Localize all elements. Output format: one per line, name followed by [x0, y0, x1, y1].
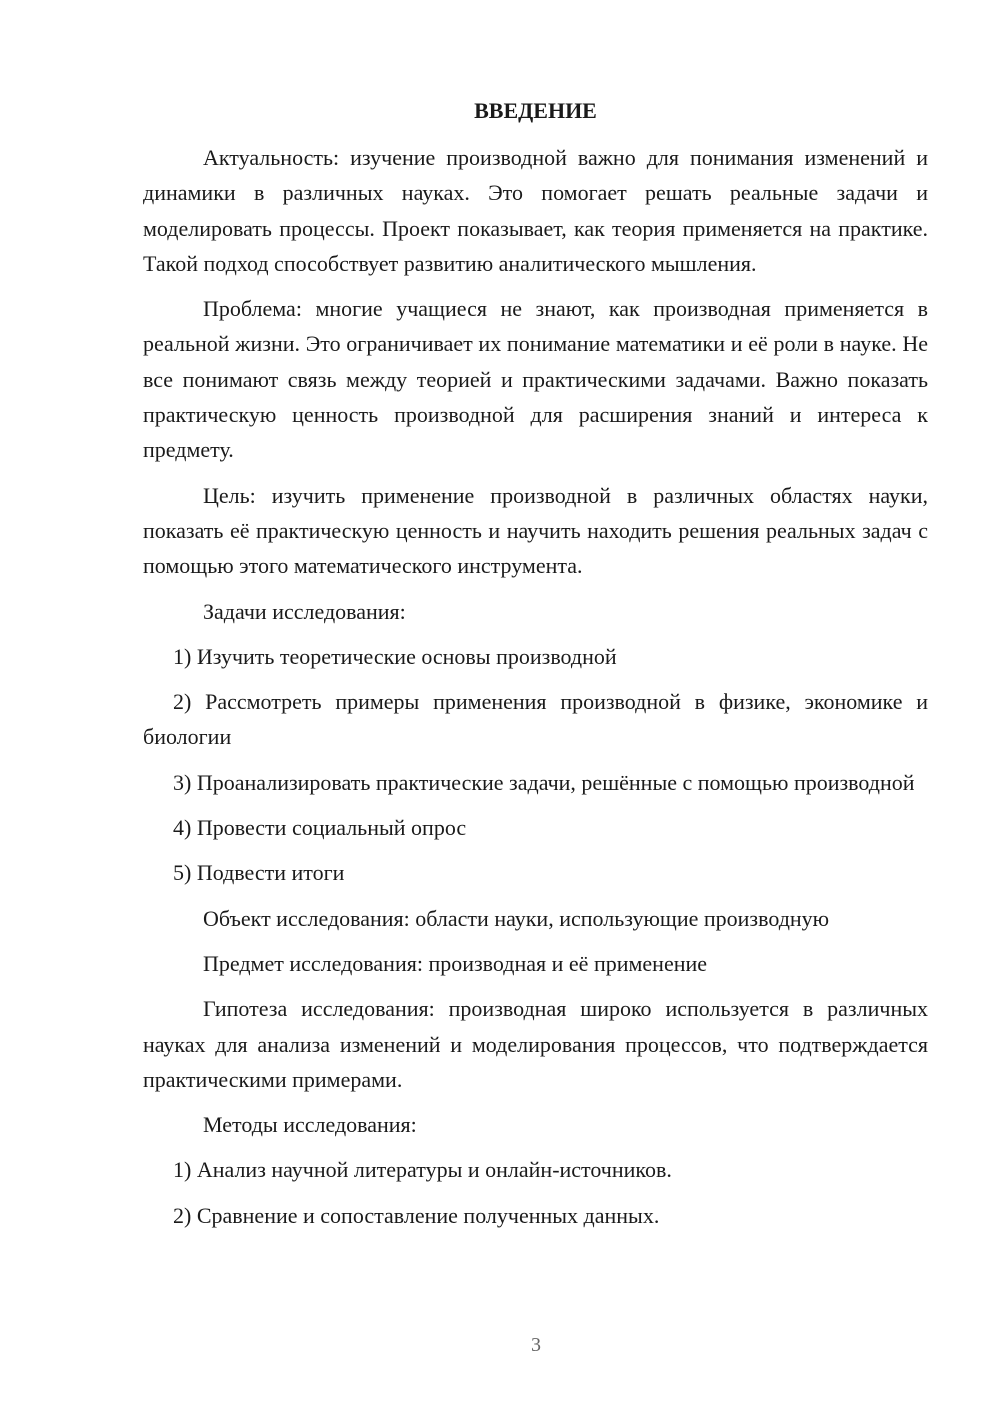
task-item-2: 2) Рассмотреть примеры применения производной в физике, экономике и биологии [143, 689, 928, 750]
tasks-title: Задачи исследования: [203, 598, 406, 624]
task-item-4: 4) Провести социальный опрос [173, 815, 467, 841]
problem-paragraph: Проблема: многие учащиеся не знают, как производная применяется в реальной жизни. Это ограничивает их понимание математики и её роли в науке. Не все понимают связь между теорией и практическими задачами. Важно показать практическую ценность производной для расширения знаний и интереса к предмету. [143, 296, 928, 463]
research-object: Объект исследования: области науки, использующие производную [203, 905, 830, 931]
research-subject: Предмет исследования: производная и её применение [203, 950, 708, 976]
task-item-1: 1) Изучить теоретические основы производной [173, 643, 617, 669]
goal-paragraph: Цель: изучить применение производной в различных областях науки, показать её практическую ценность и научить находить решения реальных задач с помощью этого математического инструмента. [143, 482, 928, 579]
hypothesis-paragraph: Гипотеза исследования: производная широко используется в различных науках для анализа изменений и моделирования процессов, что подтверждается практическими примерами. [143, 996, 928, 1092]
methods-title: Методы исследования: [203, 1112, 417, 1138]
task-item-3: 3) Проанализировать практические задачи, решённые с помощью производной [173, 769, 915, 795]
method-item-2: 2) Сравнение и сопоставление полученных данных. [173, 1202, 660, 1228]
method-item-1: 1) Анализ научной литературы и онлайн-источников. [173, 1157, 672, 1183]
task-item-5: 5) Подвести итоги [173, 860, 345, 886]
document-page [143, 96, 928, 1243]
section-heading: ВВЕДЕНИЕ [474, 98, 597, 123]
page-number: 3 [531, 1334, 541, 1356]
relevance-paragraph: Актуальность: изучение производной важно для понимания изменений и динамики в различных науках. Это помогает решать реальные задачи и моделировать процессы. Проект показывает, как теория применяется на практике. Такой подход способствует развитию аналитического мышления. [143, 145, 928, 276]
